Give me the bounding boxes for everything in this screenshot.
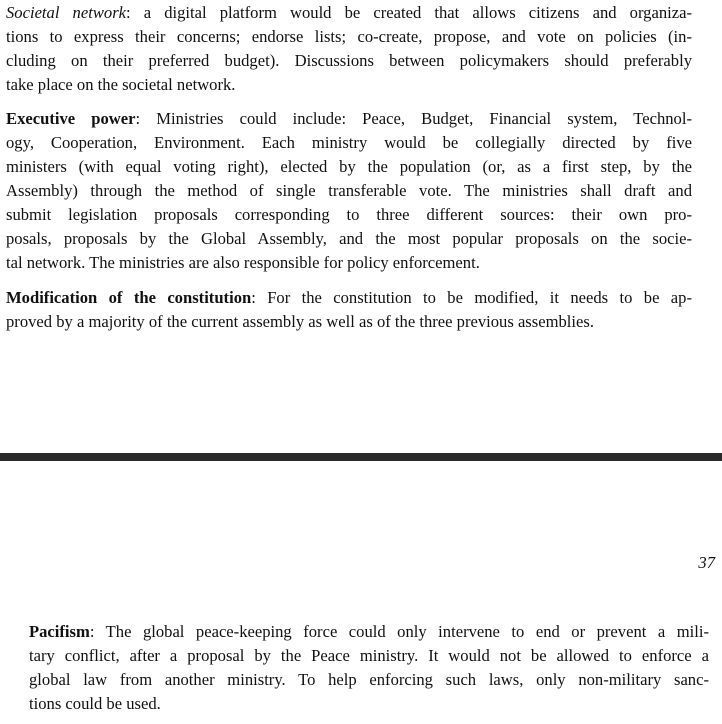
text-line: proved by a majority of the current assembly as well as of the three previous assemblies.: [6, 312, 594, 331]
text-line: cluding on their preferred budget). Discussions between policymakers should preferably: [6, 51, 692, 70]
text-line: posals, proposals by the Global Assembly, and the most popular proposals on the socie-: [6, 229, 692, 248]
text-fragment: : For the constitution to be modified, it needs to be ap-: [251, 288, 692, 307]
text-line: ministers (with equal voting right), elected by the population (or, as a first step, by the: [6, 157, 692, 176]
text-line: submit legislation proposals corresponding to three different sources: their own pro-: [6, 205, 692, 224]
text-line: [6, 286, 692, 310]
paragraph-pacifism: [29, 620, 709, 716]
page-divider: [0, 453, 722, 461]
text-line: tions to express their concerns; endorse lists; co-create, propose, and vote on policies (in-: [6, 27, 692, 46]
paragraph-societal-network: [6, 1, 692, 97]
text-line: [29, 620, 709, 644]
term-pacifism: Pacifism: [29, 622, 90, 641]
term-modification: Modification of the constitution: [6, 288, 252, 307]
text-line: take place on the societal network.: [6, 75, 236, 94]
paragraph-modification: [6, 286, 692, 334]
text-line: [6, 107, 692, 131]
page-number: 37: [698, 553, 715, 572]
text-fragment: : Ministries could include: Peace, Budget, Financial system, Technol-: [135, 109, 692, 128]
paragraph-executive-power: [6, 107, 692, 275]
text-fragment: : a digital platform would be created that allows citizens and organiza-: [126, 3, 692, 22]
text-line: tal network. The ministries are also responsible for policy enforcement.: [6, 253, 480, 272]
text-line: tions could be used.: [29, 694, 161, 713]
text-line: global law from another ministry. To help enforcing such laws, only non-military sanc-: [29, 670, 709, 689]
term-executive-power: Executive power: [6, 109, 136, 128]
text-line: Assembly) through the method of single transferable vote. The ministries shall draft and: [6, 181, 692, 200]
text-line: [6, 1, 692, 25]
text-fragment: : The global peace-keeping force could only intervene to end or prevent a mili-: [89, 622, 709, 641]
text-line: tary conflict, after a proposal by the Peace ministry. It would not be allowed to enforce a: [29, 646, 709, 665]
text-line: ogy, Cooperation, Environment. Each ministry would be collegially directed by five: [6, 133, 692, 152]
term-societal-network: Societal network: [6, 3, 127, 22]
